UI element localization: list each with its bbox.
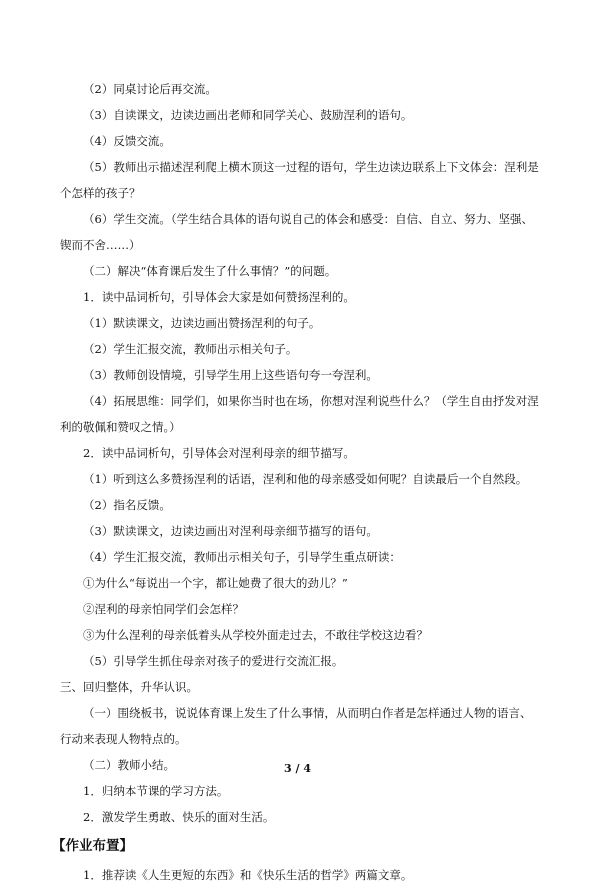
- paragraph: （一）围绕板书，说说体育课上发生了什么事情，从而明白作者是怎样通过人物的语言、行动来表现人物特点的。: [60, 706, 532, 746]
- section-title: 三、回归整体，升华认识。: [60, 680, 198, 694]
- paragraph: （二）教师小结。: [83, 758, 175, 772]
- paragraph: ②涅利的母亲怕同学们会怎样？: [83, 602, 244, 616]
- paragraph: （5）引导学生抓住母亲对孩子的爱进行交流汇报。: [83, 654, 344, 668]
- paragraph: 2．读中品词析句，引导体会对涅利母亲的细节描写。: [83, 446, 355, 460]
- paragraph: （3）默读课文，边读边画出对涅利母亲细节描写的语句。: [83, 524, 378, 538]
- paragraph: （2）同桌讨论后再交流。: [83, 82, 217, 96]
- paragraph: （1）默读课文，边读边画出赞扬涅利的句子。: [83, 316, 321, 330]
- paragraph: （6）学生交流。（学生结合具体的语句说自己的体会和感受：自信、自立、努力、坚强、锲而不舍……）: [60, 212, 534, 252]
- paragraph: （4）拓展思维：同学们，如果你当时也在场，你想对涅利说些什么？（学生自由抒发对涅利的敬佩和赞叹之情。）: [60, 394, 539, 434]
- paragraph: （4）学生汇报交流，教师出示相关句子，引导学生重点研读：: [83, 550, 401, 564]
- homework-item: 1．推荐读《人生更短的东西》和《快乐生活的哲学》两篇文章。: [83, 868, 413, 882]
- paragraph: （3）自读课文，边读边画出老师和同学关心、鼓励涅利的语句。: [83, 108, 413, 122]
- paragraph: （1）听到这么多赞扬涅利的话语，涅利和他的母亲感受如何呢？自读最后一个自然段。: [83, 472, 528, 486]
- paragraph: （3）教师创设情境，引导学生用上这些语句夸一夸涅利。: [83, 368, 378, 382]
- paragraph: 1．归纳本节课的学习方法。: [83, 784, 229, 798]
- paragraph: （4）反馈交流。: [83, 134, 171, 148]
- paragraph: 2．激发学生勇敢、快乐的面对生活。: [83, 810, 275, 824]
- paragraph: 1．读中品词析句，引导体会大家是如何赞扬涅利的。: [83, 290, 355, 304]
- paragraph: （2）学生汇报交流，教师出示相关句子。: [83, 342, 298, 356]
- page-number: 3 / 4: [284, 762, 311, 775]
- paragraph: ③为什么涅利的母亲低着头从学校外面走过去，不敢往学校这边看？: [83, 628, 428, 642]
- paragraph: ①为什么“每说出一个字，都让她费了很大的劲儿？”: [83, 576, 348, 590]
- paragraph: （5）教师出示描述涅利爬上横木顶这一过程的语句，学生边读边联系上下文体会：涅利是个怎样的孩子？: [60, 160, 539, 200]
- paragraph: （二）解决“体育课后发生了什么事情？”的问题。: [83, 264, 337, 278]
- homework-heading: 【作业布置】: [52, 838, 133, 854]
- paragraph: （2）指名反馈。: [83, 498, 171, 512]
